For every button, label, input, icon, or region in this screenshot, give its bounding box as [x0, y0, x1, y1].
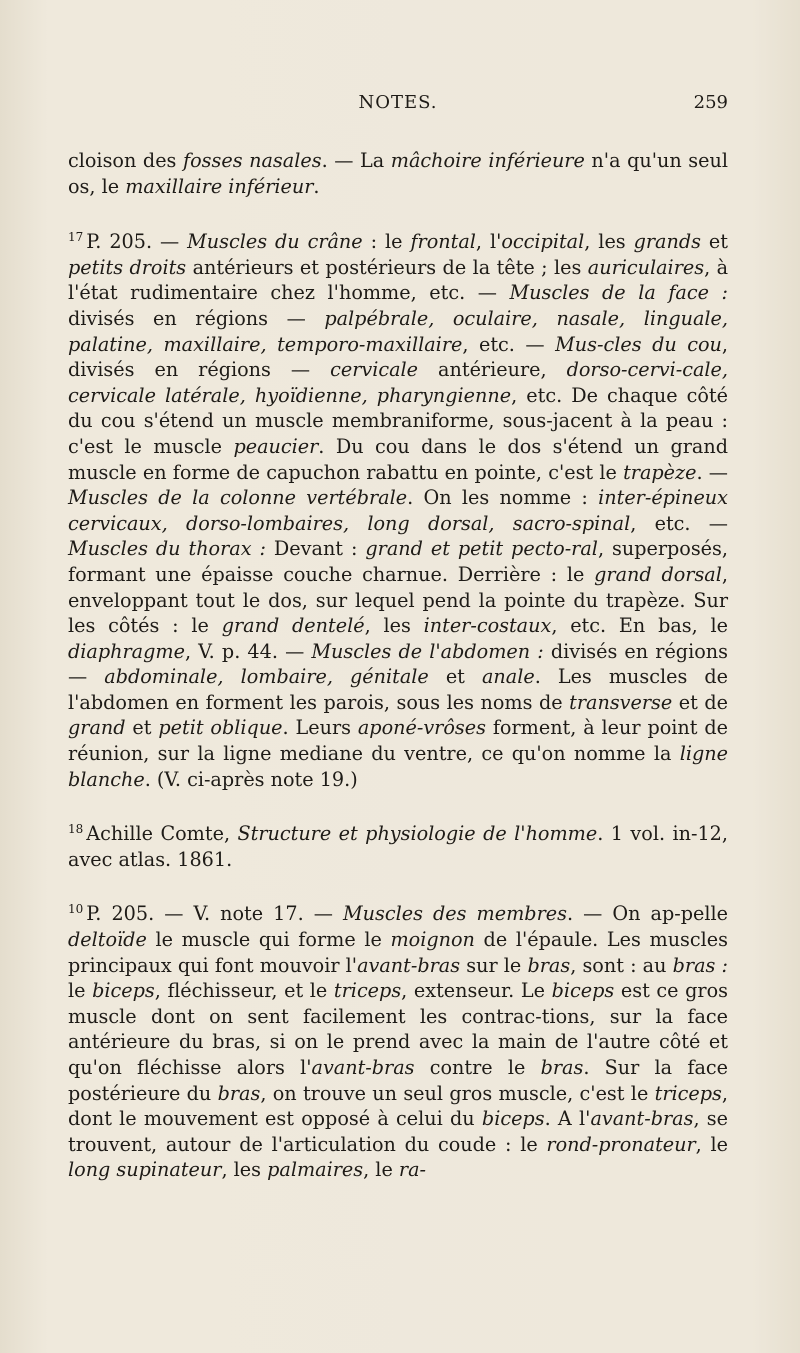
- italic-term: mâchoire inférieure: [390, 149, 585, 172]
- italic-term: petits droits: [68, 255, 187, 279]
- text-run: . (V. ci-après note 19.): [144, 767, 358, 791]
- italic-term: avant-bras: [590, 1107, 694, 1131]
- text-run: est ce gros muscle dont on sent facilement les contrac-tions, sur la face antérieure du bras, si on le prend avec la main de l'autre côté et qu'on fléchisse alors l': [68, 979, 728, 1079]
- note-number: 17: [68, 230, 84, 245]
- italic-term: grand dorsal: [594, 562, 722, 586]
- text-run: . Sur la face postérieure du: [68, 1056, 728, 1105]
- text-run: , les: [221, 1158, 268, 1182]
- text-run: antérieurs et postérieurs de la tête ; les: [186, 255, 588, 279]
- text-run: le muscle qui forme le: [146, 928, 391, 952]
- italic-term: fosses nasales: [183, 149, 322, 172]
- italic-term: transverse: [569, 690, 673, 714]
- italic-term: auriculaires: [587, 255, 705, 279]
- text-run: .: [313, 174, 320, 198]
- italic-term: occipital: [501, 230, 585, 254]
- italic-term: diaphragme: [68, 639, 185, 663]
- text-run: , V. p. 44. —: [184, 639, 312, 663]
- italic-term: peaucier: [233, 434, 319, 458]
- text-run: et de: [672, 690, 728, 714]
- page-number: 259: [693, 92, 728, 113]
- italic-term: triceps: [654, 1081, 722, 1105]
- italic-term: grands: [633, 230, 701, 254]
- text-run: divisés en régions —: [68, 639, 728, 689]
- text-run: . Du cou dans le dos s'étend un grand muscle en forme de capuchon rabattu en pointe, c'est le: [68, 434, 728, 484]
- italic-term: grand: [68, 716, 126, 740]
- text-run: , les: [584, 230, 634, 254]
- text-run: forment, à leur point de réunion, sur la ligne mediane du ventre, ce qu'on nomme la: [68, 716, 728, 766]
- italic-term: Muscles du thorax :: [68, 537, 266, 561]
- paragraph-continued: [68, 148, 728, 199]
- italic-term: Mus-cles du cou: [555, 332, 722, 356]
- italic-term: ra-: [398, 1158, 427, 1182]
- text-run: cloison des: [68, 149, 183, 172]
- italic-term: dorso-cervi-cale, cervicale latérale, hyoïdienne, pharyngienne: [68, 358, 728, 407]
- text-run: . — La: [321, 149, 391, 172]
- text-run: n'a qu'un seul os, le: [68, 149, 729, 198]
- text-run: , fléchisseur, et le: [154, 979, 334, 1003]
- italic-term: inter-épineux cervicaux, dorso-lombaires, long dorsal, sacro-spinal: [68, 486, 728, 535]
- text-run: , le: [363, 1158, 399, 1182]
- notes-body: [68, 148, 728, 1183]
- italic-term: frontal: [410, 230, 476, 254]
- italic-term: moignon: [390, 928, 475, 952]
- italic-term: Muscles de la face :: [509, 281, 728, 305]
- text-run: , le: [695, 1132, 728, 1156]
- italic-term: aponé-vrôses: [357, 716, 486, 740]
- text-run: . —: [696, 460, 728, 484]
- italic-term: long supinateur: [68, 1158, 222, 1182]
- italic-term: grand dentelé: [221, 614, 365, 638]
- note-paragraph: [68, 817, 728, 872]
- text-run: , etc. —: [462, 332, 556, 356]
- italic-term: Muscles de l'abdomen :: [311, 639, 544, 663]
- italic-term: avant-bras: [357, 953, 461, 977]
- text-run: , enveloppant tout le dos, sur lequel pend la pointe du trapèze. Sur les côtés : le: [68, 562, 728, 638]
- text-run: P. 205. —: [86, 230, 188, 254]
- text-run: et: [125, 716, 159, 740]
- note-paragraph: [68, 897, 728, 1183]
- text-run: , l': [475, 230, 502, 254]
- text-run: , superposés, formant une épaisse couche charnue. Derrière : le: [68, 537, 728, 586]
- text-run: de l'épaule. Les muscles principaux qui font mouvoir l': [68, 928, 728, 977]
- text-run: et: [428, 665, 482, 689]
- note-number: 10: [68, 902, 84, 917]
- note-paragraph: [68, 225, 728, 792]
- text-run: , se trouvent, autour de l'articulation du coude : le: [68, 1107, 729, 1156]
- running-title: NOTES.: [358, 92, 438, 113]
- italic-term: inter-costaux: [423, 614, 552, 638]
- italic-term: rond-pronateur: [546, 1132, 696, 1156]
- text-run: . 1 vol. in-12, avec atlas. 1861.: [68, 822, 728, 871]
- text-run: , divisés en régions —: [68, 332, 728, 382]
- text-run: , à l'état rudimentaire chez l'homme, etc. —: [68, 255, 729, 305]
- italic-term: petit oblique: [158, 716, 283, 740]
- text-run: , etc. De chaque côté du cou s'étend un muscle membraniforme, sous-jacent à la peau : c'est le muscle: [68, 383, 728, 458]
- italic-term: avant-bras: [311, 1056, 415, 1079]
- text-run: . — On ap-pelle: [566, 902, 728, 926]
- italic-term: Muscles des membres: [343, 902, 567, 926]
- italic-term: Muscles du crâne: [187, 230, 363, 254]
- italic-term: anale: [481, 665, 535, 689]
- italic-term: grand et petit pecto-ral: [365, 537, 598, 561]
- italic-term: triceps: [333, 979, 402, 1003]
- text-run: antérieure,: [418, 358, 567, 382]
- text-run: Devant :: [265, 537, 366, 561]
- italic-term: abdominale, lombaire, génitale: [104, 665, 429, 689]
- text-run: P. 205. — V. note 17. —: [86, 902, 344, 926]
- italic-term: maxillaire inférieur: [125, 174, 314, 198]
- text-run: , dont le mouvement est opposé à celui du: [68, 1081, 728, 1131]
- text-run: contre le: [414, 1056, 541, 1079]
- text-run: . Leurs: [282, 716, 358, 740]
- text-run: Achille Comte,: [86, 822, 238, 846]
- italic-term: Structure et physiologie de l'homme: [237, 822, 598, 846]
- italic-term: cervicale: [330, 358, 419, 382]
- running-head: [68, 0, 728, 132]
- text-run: sur le: [460, 953, 528, 977]
- italic-term: palpébrale, oculaire, nasale, linguale, palatine, maxillaire, temporo-maxillaire: [68, 306, 728, 356]
- text-run: , etc. En bas, le: [551, 614, 729, 638]
- italic-term: deltoïde: [68, 928, 147, 952]
- text-run: : le: [362, 230, 411, 254]
- text-run: , etc. —: [630, 511, 728, 535]
- italic-term: bras: [217, 1081, 261, 1105]
- italic-term: bras: [540, 1056, 584, 1079]
- italic-term: biceps: [92, 979, 155, 1003]
- text-run: le: [68, 979, 93, 1003]
- text-run: , extenseur. Le: [401, 979, 552, 1003]
- italic-term: biceps: [481, 1107, 545, 1131]
- text-run: . On les nomme :: [407, 486, 599, 510]
- text-run: et: [700, 230, 728, 254]
- italic-term: biceps: [551, 979, 615, 1003]
- note-number: 18: [68, 822, 84, 837]
- text-run: , on trouve un seul gros muscle, c'est le: [260, 1081, 655, 1105]
- italic-term: trapèze: [623, 460, 697, 484]
- italic-term: palmaires: [267, 1158, 364, 1182]
- text-run: divisés en régions —: [68, 306, 325, 330]
- italic-term: Muscles de la colonne vertébrale: [68, 486, 408, 510]
- text-run: . A l': [544, 1107, 591, 1131]
- italic-term: bras: [527, 953, 571, 977]
- italic-term: bras :: [672, 953, 729, 977]
- text-run: , les: [364, 614, 424, 638]
- text-run: , sont : au: [570, 953, 673, 977]
- italic-term: ligne blanche: [68, 742, 728, 791]
- text-run: . Les muscles de l'abdomen en forment les parois, sous les noms de: [68, 665, 729, 714]
